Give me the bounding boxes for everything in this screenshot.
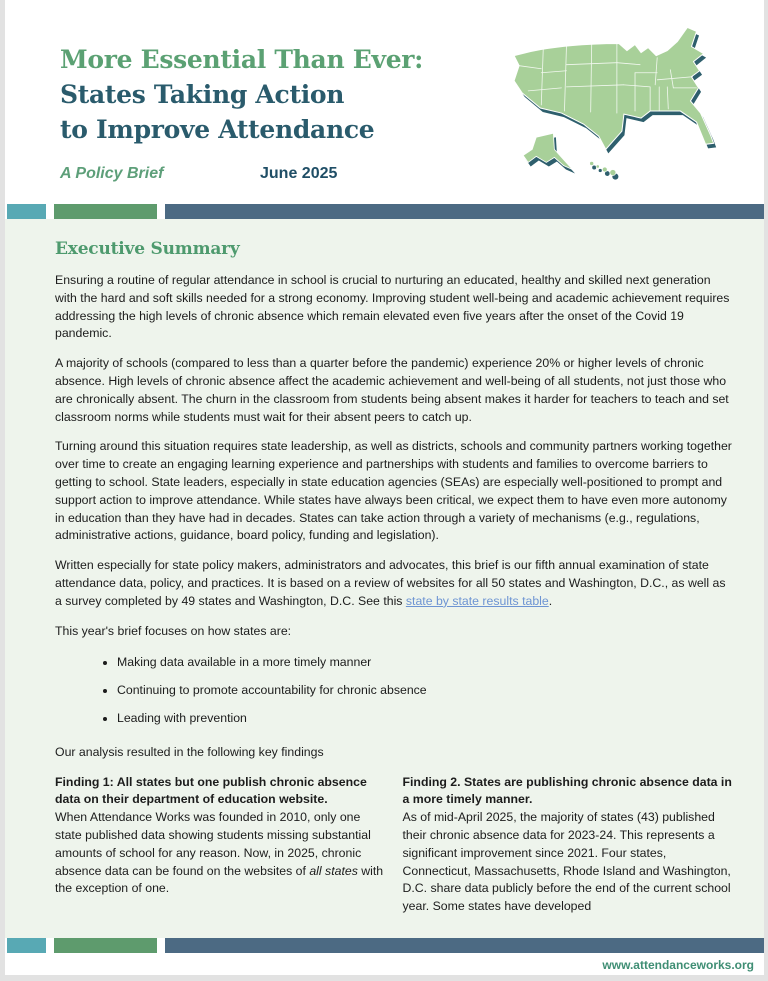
finding-1-column [55, 774, 385, 916]
us-map-graphic [506, 22, 758, 188]
list-item: • Leading with prevention [117, 710, 732, 728]
state-results-table-link[interactable]: state by state results table [405, 593, 549, 608]
finding-1-body-end: with the exception of one. [55, 863, 384, 896]
executive-summary-heading: Executive Summary [55, 239, 240, 259]
finding-2-text [403, 774, 733, 916]
focus-bullet-list [55, 654, 732, 727]
title-line-1: More Essential Than Ever: [60, 45, 424, 74]
finding-1-body: When Attendance Works was founded in 2010, only one state published data showing students missing substantial amounts of school for any reason. Now, in 2025, chronic absence data can be found on the websites of [55, 810, 371, 878]
content-area [5, 219, 764, 938]
finding-2-column [403, 774, 733, 916]
top-accent-bars [5, 204, 764, 219]
accent-bar-green [54, 938, 157, 953]
footer [5, 953, 764, 975]
title-line-2: States Taking Action [60, 80, 345, 109]
policy-brief-page [5, 0, 764, 975]
brief-date: June 2025 [260, 165, 338, 182]
finding-2-heading: Finding 2. States are publishing chronic absence data in a more timely manner. [402, 774, 732, 807]
header [5, 0, 764, 204]
finding-1-text [55, 774, 385, 899]
findings-columns [55, 774, 732, 916]
bottom-accent-bars [5, 938, 764, 953]
accent-bar-teal [7, 204, 46, 219]
policy-brief-label: A Policy Brief [60, 165, 164, 182]
footer-url-link[interactable]: www.attendanceworks.org [602, 958, 754, 972]
paragraph-1: Ensuring a routine of regular attendance in school is crucial to nurturing an educated, healthy and skilled next generation with the hard and soft skills needed for a strong economy. Improving student well-being and academic achievement requires addressing the high levels of chronic absence which remain elevated even five years after the onset of the Covid 19 pandemic. [55, 273, 730, 341]
list-item: • Continuing to promote accountability for chronic absence [117, 682, 732, 700]
accent-bar-slate [165, 938, 764, 953]
title-line-3: to Improve Attendance [60, 115, 375, 144]
paragraph-3: Turning around this situation requires state leadership, as well as districts, schools and community partners working together over time to create an engaging learning experience and partnerships with students and families to overcome barriers to getting to school. State leaders, especially in state education agencies (SEAs) are especially well-positioned to prompt and support action to improve attendance. While states have always been critical, we expect them to have even more autonomy in education than they have had in decades. States can take action through a variety of mechanisms (e.g., regulations, administrative actions, guidance, board policy, funding and legislation). [55, 439, 732, 543]
accent-bar-teal [7, 938, 46, 953]
accent-bar-slate [165, 204, 764, 219]
finding-1-heading: Finding 1: All states but one publish chronic absence data on their department of education website. [55, 774, 367, 807]
finding-1-italic: all states [309, 863, 358, 878]
accent-bar-green [54, 204, 157, 219]
paragraph-4 [55, 557, 732, 610]
us-map-icon [506, 22, 758, 188]
focus-intro: This year's brief focuses on how states are: [55, 623, 292, 638]
list-item: • Making data available in a more timely manner [117, 654, 732, 672]
paragraph-4-end: . [548, 593, 553, 608]
paragraph-4-text: Written especially for state policy makers, administrators and advocates, this brief is our fifth annual examination of state attendance data, policy, and practices. It is based on a review of websites for all 50 states and Washington, D.C., as well as a survey completed by 49 states and Washington, D.C. See this [55, 558, 726, 608]
paragraph-2: A majority of schools (compared to less than a quarter before the pandemic) experience 20% or higher levels of chronic absence. High levels of chronic absence affect the academic achievement and well-being of all students, not just those who are chronically absent. The churn in the classroom from students being absent makes it harder for teachers to teach and set classroom norms while students must wait for their absent peers to catch up. [55, 356, 729, 424]
findings-intro: Our analysis resulted in the following key findings [55, 744, 324, 759]
finding-2-body: As of mid-April 2025, the majority of states (43) published their chronic absence data for 2023-24. This represents a significant improvement since 2021. Four states, Connecticut, Massachusetts, Rhode Island and Washington, D.C. share data publicly before the end of the current school year. Some states have developed [402, 810, 731, 914]
